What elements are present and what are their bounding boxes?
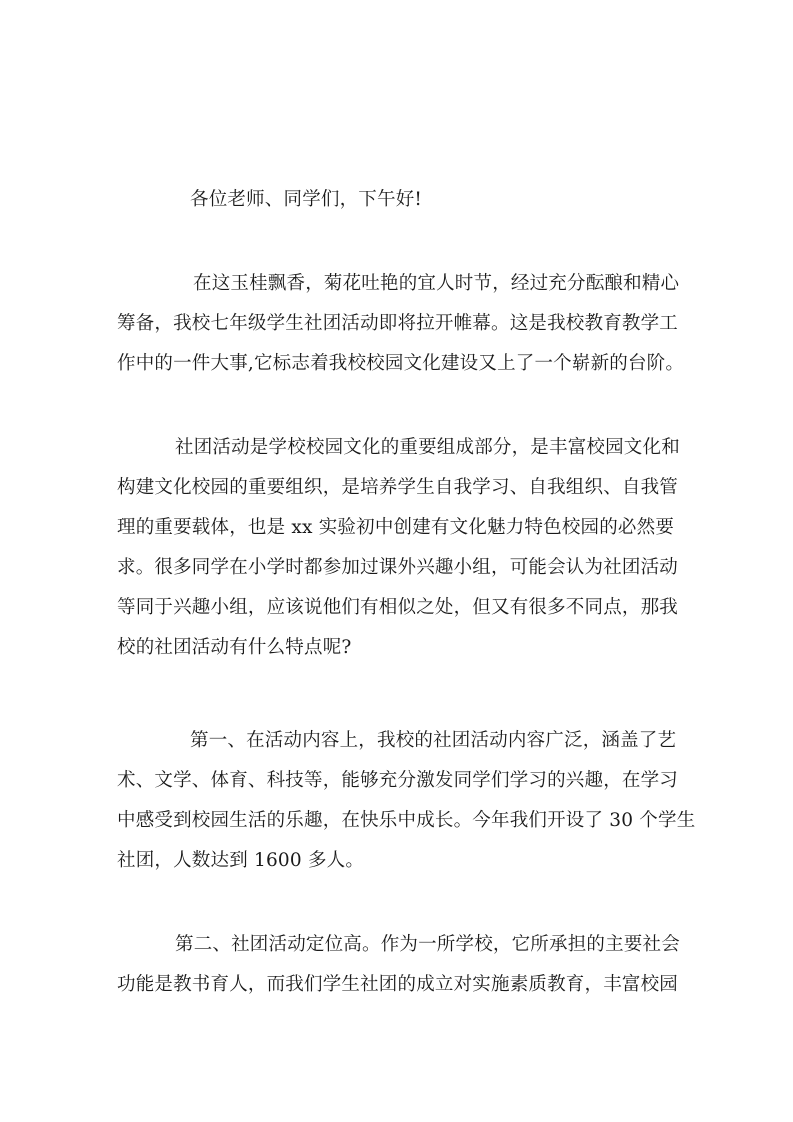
paragraph-line: 理的重要载体，也是 xx 实验初中创建有文化魅力特色校园的必然要 xyxy=(117,517,675,538)
paragraph-line: 筹备，我校七年级学生社团活动即将拉开帷幕。这是我校教育教学工 xyxy=(117,313,679,334)
greeting-line: 各位老师、同学们，下午好! xyxy=(190,189,423,210)
paragraph-line: 社团，人数达到 1600 多人。 xyxy=(117,850,365,871)
paragraph-line: 功能是教书育人，而我们学生社团的成立对实施素质教育，丰富校园 xyxy=(117,974,679,995)
paragraph-line: 中感受到校园生活的乐趣，在快乐中成长。今年我们开设了 30 个学生 xyxy=(117,810,696,831)
paragraph-line: 作中的一件大事,它标志着我校校园文化建设又上了一个崭新的台阶。 xyxy=(117,353,685,374)
paragraph-line: 校的社团活动有什么特点呢? xyxy=(117,637,352,658)
paragraph-line: 社团活动是学校校园文化的重要组成部分，是丰富校园文化和 xyxy=(175,437,680,458)
paragraph-line: 等同于兴趣小组，应该说他们有相似之处，但又有很多不同点，那我 xyxy=(117,597,679,618)
paragraph-line: 第一、在活动内容上，我校的社团活动内容广泛，涵盖了艺 xyxy=(190,730,677,751)
paragraph-line: 在这玉桂飘香，菊花吐艳的宜人时节，经过充分酝酿和精心 xyxy=(193,273,680,294)
paragraph-line: 第二、社团活动定位高。作为一所学校，它所承担的主要社会 xyxy=(175,934,680,955)
paragraph-line: 求。很多同学在小学时都参加过课外兴趣小组，可能会认为社团活动 xyxy=(117,557,679,578)
paragraph-line: 构建文化校园的重要组织，是培养学生自我学习、自我组织、自我管 xyxy=(117,477,679,498)
paragraph-line: 术、文学、体育、科技等，能够充分激发同学们学习的兴趣，在学习 xyxy=(117,770,679,791)
